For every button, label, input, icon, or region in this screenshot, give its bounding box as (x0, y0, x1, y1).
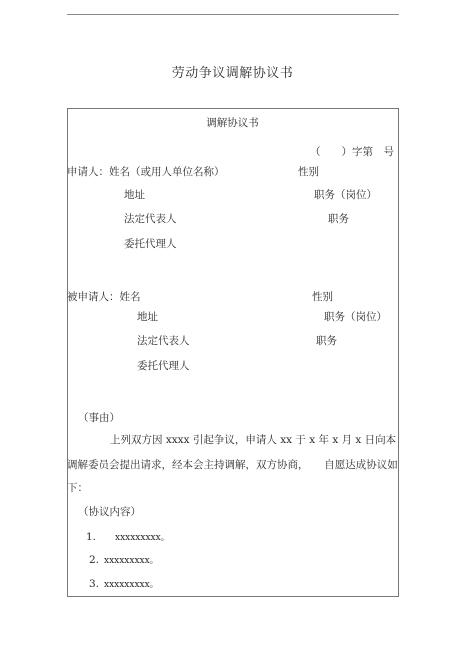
agreement-item-3-number: 3. (89, 578, 100, 590)
form-title: 调解协议书 (206, 117, 259, 129)
applicant-job-label: 职务（岗位） (314, 189, 377, 201)
applicant-legal-rep-label: 法定代表人 (124, 213, 177, 225)
agreement-item-2-number: 2. (89, 554, 100, 566)
matter-line-3: 下： (67, 482, 88, 494)
form-box (67, 108, 399, 597)
applicant-address-label: 地址 (124, 189, 145, 201)
agreement-label: （协议内容） (78, 506, 141, 518)
respondent-legal-rep-label: 法定代表人 (137, 335, 190, 347)
document-title: 劳动争议调解协议书 (171, 66, 294, 81)
respondent-address-label: 地址 (137, 311, 158, 323)
respondent-gender-label: 性别 (312, 291, 333, 303)
applicant-name-label: 申请人：姓名（或用人单位名称） (67, 166, 225, 178)
applicant-legal-rep-job-label: 职务 (328, 213, 349, 225)
top-rule (67, 14, 399, 15)
matter-label: （事由） (78, 412, 120, 424)
applicant-gender-label: 性别 (298, 166, 319, 178)
agreement-item-3-text: xxxxxxxxx。 (104, 580, 159, 590)
applicant-agent-label: 委托代理人 (124, 238, 177, 250)
respondent-legal-rep-job-label: 职务 (316, 335, 337, 347)
respondent-name-label: 被申请人：姓名 (67, 291, 141, 303)
document-number: （ ）字第 号 (310, 146, 394, 158)
agreement-item-2-text: xxxxxxxxx。 (104, 556, 159, 566)
respondent-job-label: 职务（岗位） (324, 311, 387, 323)
agreement-item-1-text: xxxxxxxxx。 (115, 533, 170, 543)
matter-line-1: 上列双方因 xxxx 引起争议，申请人 xx 于 x 年 x 月 x 日向本 (110, 434, 397, 446)
respondent-agent-label: 委托代理人 (137, 360, 190, 372)
matter-line-2: 调解委员会提出请求，经本会主持调解，双方协商， 自愿达成协议如 (67, 459, 398, 471)
agreement-item-1-number: 1. (86, 531, 97, 543)
